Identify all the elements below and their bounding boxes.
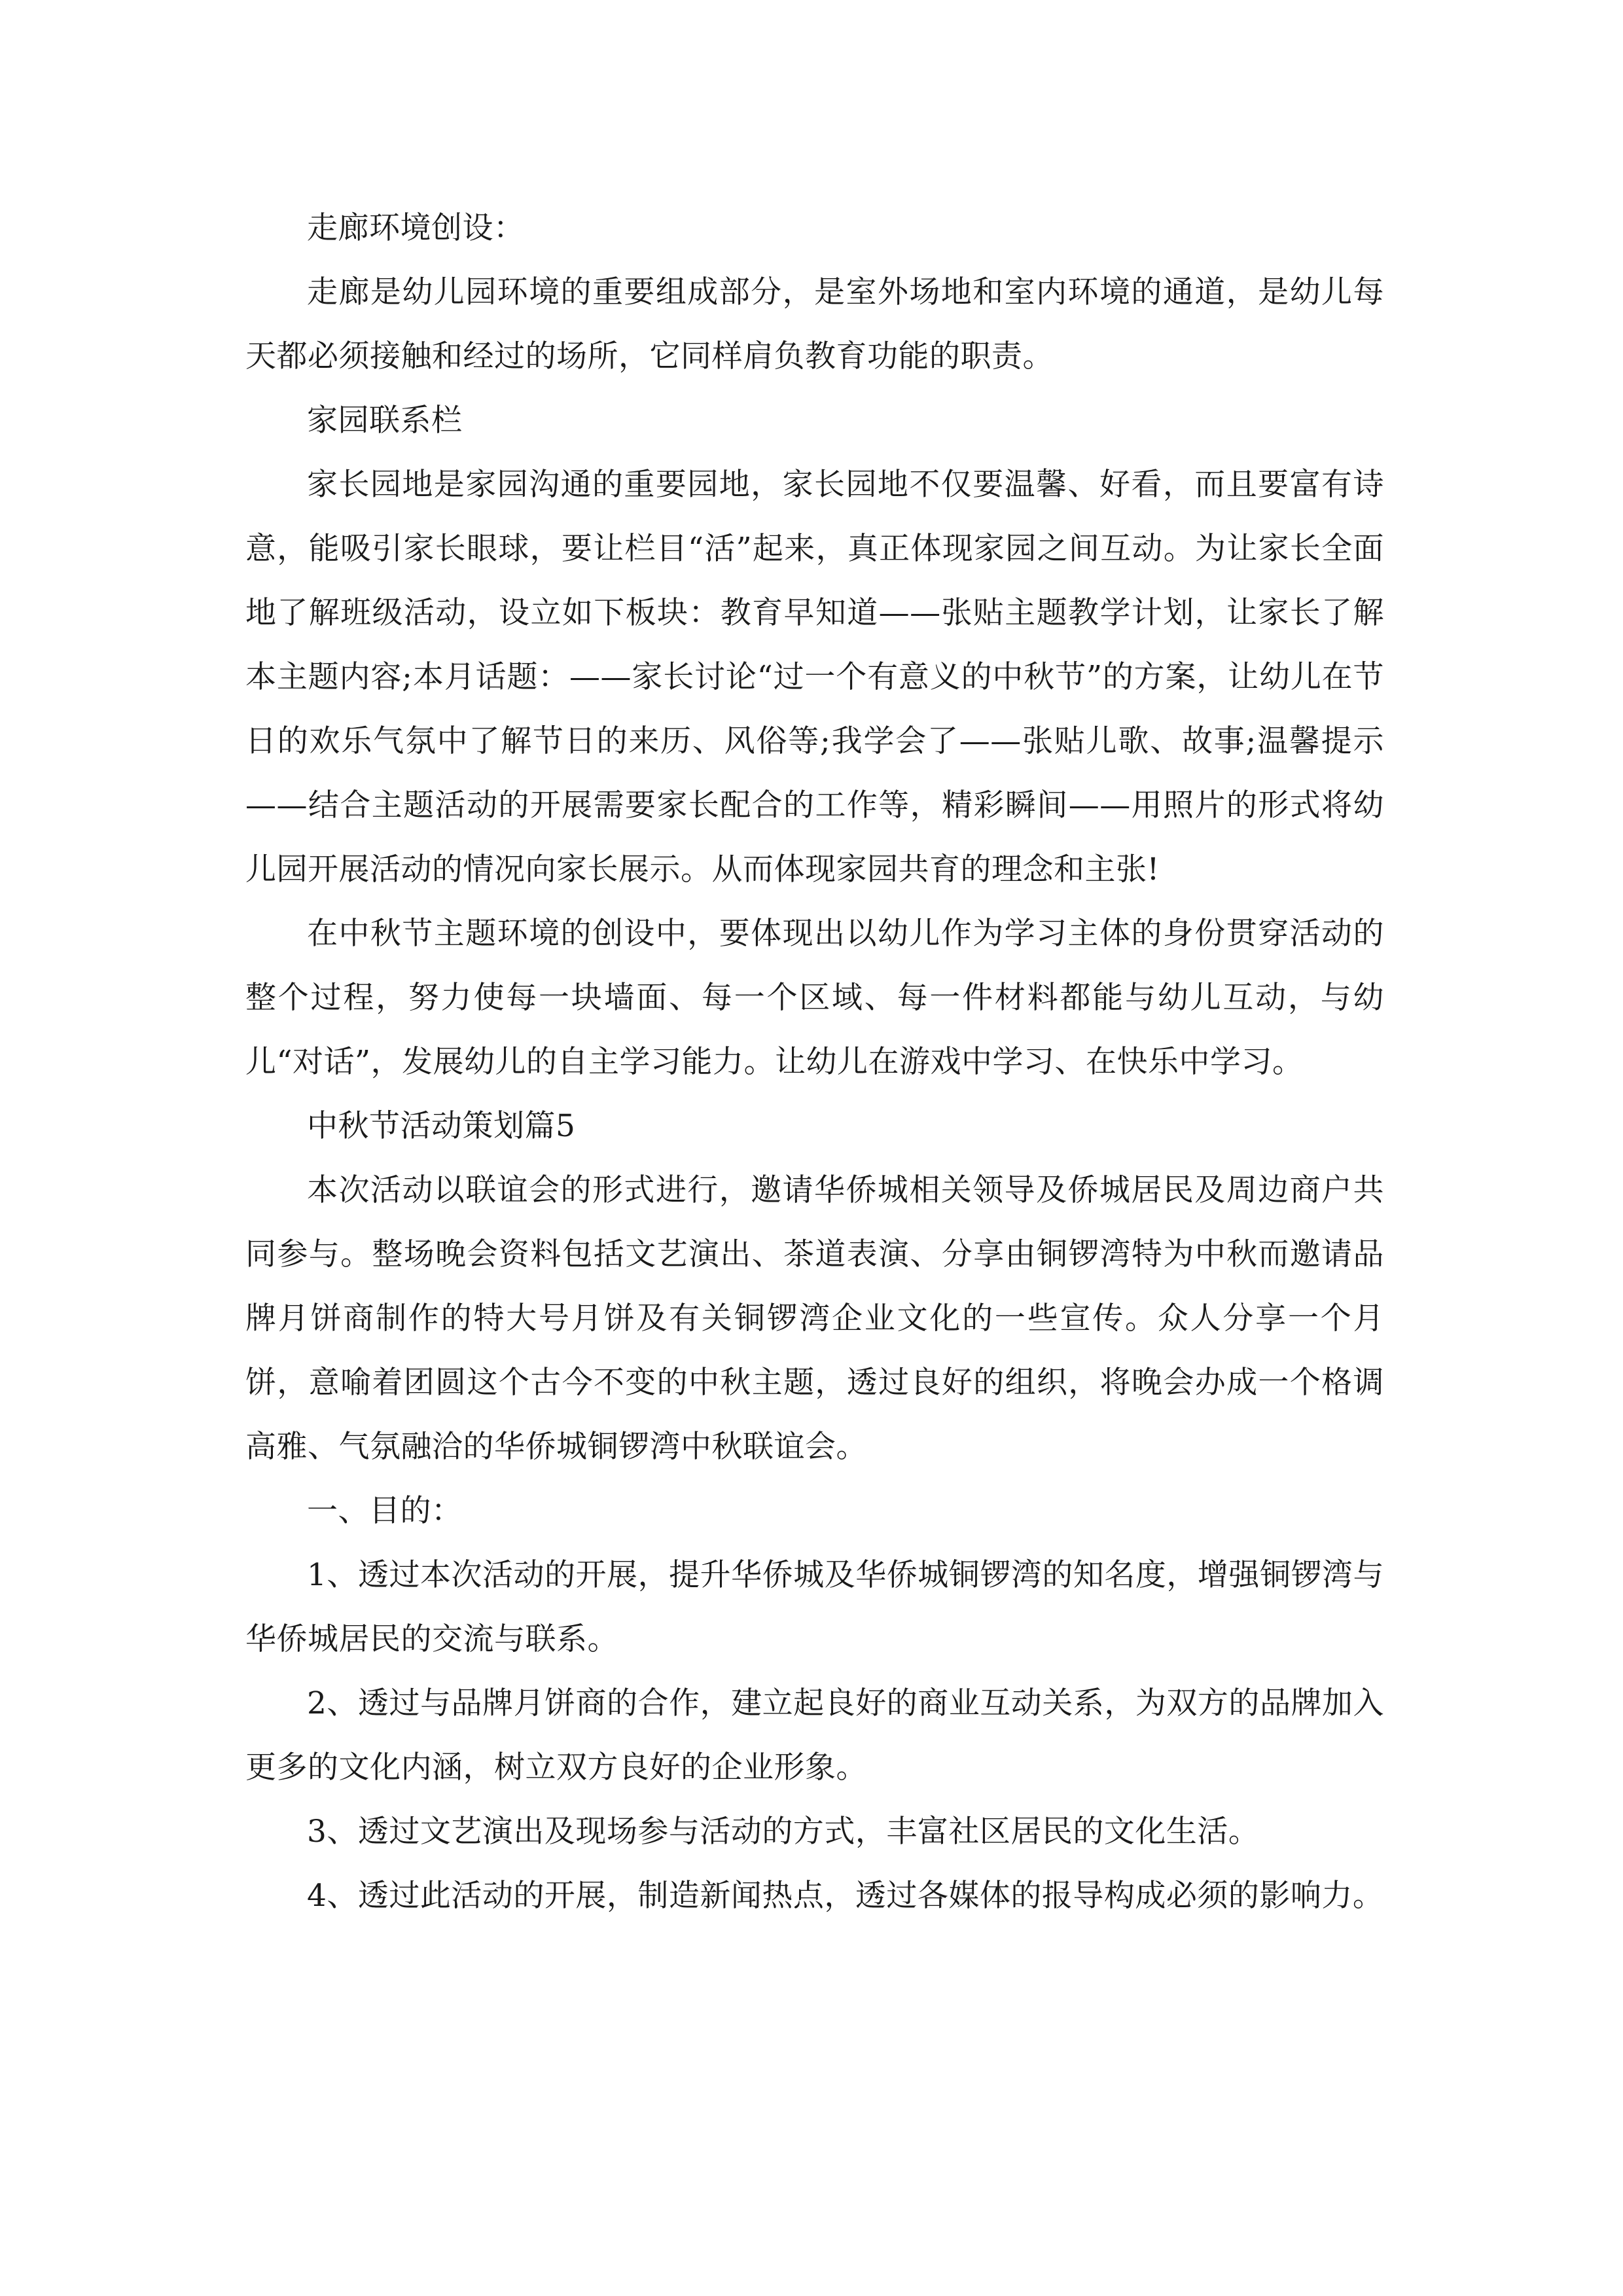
list-item-purpose-4: 4、透过此活动的开展，制造新闻热点，透过各媒体的报导构成必须的影响力。 (307, 1878, 1384, 1914)
list-item-purpose-1: 1、透过本次活动的开展，提升华侨城及华侨城铜锣湾的知名度，增强铜锣湾与华侨城居民的交流与联系。 (245, 1557, 1384, 1657)
section-heading-corridor: 走廊环境创设： (307, 210, 525, 246)
paragraph-home-school: 家长园地是家园沟通的重要园地，家长园地不仅要温馨、好看，而且要富有诗意，能吸引家长眼球，要让栏目“活”起来，真正体现家园之间互动。为让家长全面地了解班级活动，设立如下板块：教育早知道——张贴主题教学计划，让家长了解本主题内容;本月话题：——家长讨论“过一个有意义的中秋节”的方案，让幼儿在节日的欢乐气氛中了解节日的来历、风俗等;我学会了——张贴儿歌、故事;温馨提示——结合主题活动的开展需要家长配合的工作等，精彩瞬间——用照片的形式将幼儿园开展活动的情况向家长展示。从而体现家园共育的理念和主张! (245, 467, 1384, 888)
document-page (245, 196, 1384, 1928)
list-item-purpose-2: 2、透过与品牌月饼商的合作，建立起良好的商业互动关系，为双方的品牌加入更多的文化内涵，树立双方良好的企业形象。 (245, 1685, 1384, 1785)
paragraph-theme-environment: 在中秋节主题环境的创设中，要体现出以幼儿作为学习主体的身份贯穿活动的整个过程，努力使每一块墙面、每一个区域、每一件材料都能与幼儿互动，与幼儿“对话”，发展幼儿的自主学习能力。让幼儿在游戏中学习、在快乐中学习。 (245, 916, 1384, 1080)
paragraph-activity-overview: 本次活动以联谊会的形式进行，邀请华侨城相关领导及侨城居民及周边商户共同参与。整场晚会资料包括文艺演出、茶道表演、分享由铜锣湾特为中秋而邀请品牌月饼商制作的特大号月饼及有关铜锣湾企业文化的一些宣传。众人分享一个月饼，意喻着团圆这个古今不变的中秋主题，透过良好的组织，将晚会办成一个格调高雅、气氛融洽的华侨城铜锣湾中秋联谊会。 (245, 1172, 1384, 1465)
section-heading-plan-5: 中秋节活动策划篇5 (307, 1108, 576, 1144)
section-heading-home-school: 家园联系栏 (307, 403, 463, 439)
list-item-purpose-3: 3、透过文艺演出及现场参与活动的方式，丰富社区居民的文化生活。 (307, 1814, 1260, 1850)
section-heading-purpose: 一、目的： (307, 1493, 463, 1529)
paragraph-corridor: 走廊是幼儿园环境的重要组成部分，是室外场地和室内环境的通道，是幼儿每天都必须接触和经过的场所，它同样肩负教育功能的职责。 (245, 274, 1384, 374)
